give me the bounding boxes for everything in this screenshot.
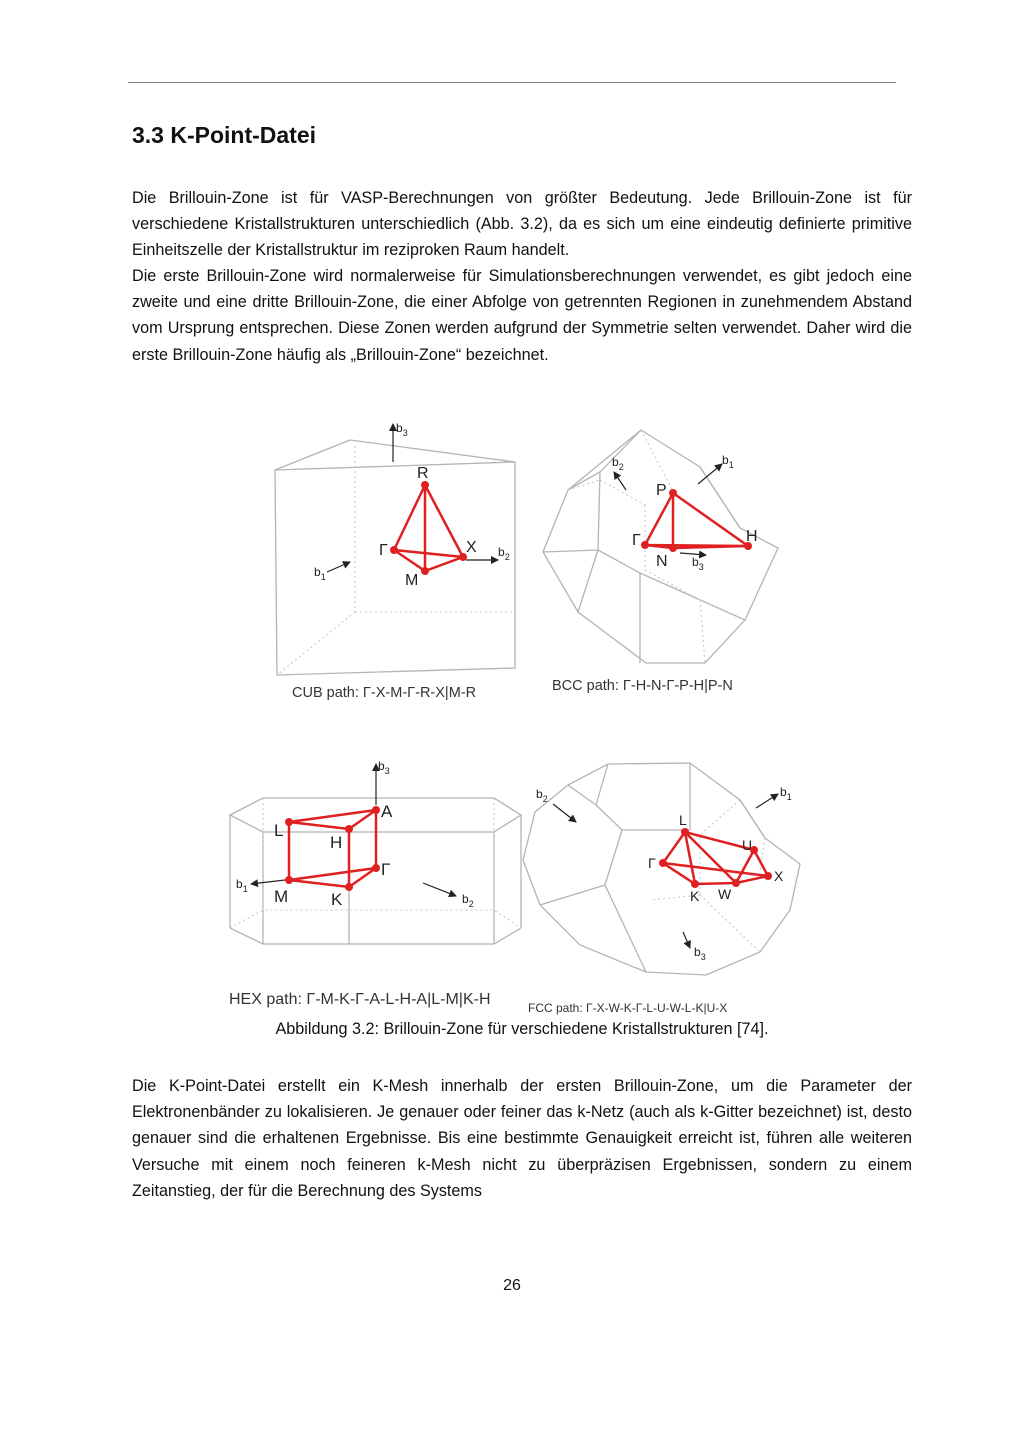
hex-path-label: HEX path: Γ-M-K-Γ-A-L-H-A|L-M|K-H — [229, 991, 491, 1008]
hex-b1-arrow-icon — [251, 880, 285, 884]
fcc-b1-arrow-icon — [756, 794, 778, 808]
fcc-label-u: U — [742, 837, 753, 853]
hex-label-m: M — [274, 887, 289, 906]
bcc-panel — [543, 430, 778, 694]
fcc-label-x: X — [774, 868, 784, 884]
cub-b1-arrow-icon — [327, 562, 350, 572]
cub-panel — [275, 421, 515, 701]
hex-point-gamma — [372, 864, 380, 872]
cub-point-gamma — [390, 546, 398, 554]
cub-b1-label: $b_1$ — [314, 565, 326, 582]
hex-b1-label: $b_1$ — [236, 877, 248, 894]
cub-label-m: M — [405, 572, 419, 589]
fcc-path-label: FCC path: Γ-X-W-K-Γ-L-U-W-L-K|U-X — [528, 1001, 728, 1015]
hex-b3-label: $b_3$ — [378, 759, 390, 776]
figure-caption: Abbildung 3.2: Brillouin-Zone für verschiedene Kristallstrukturen [74]. — [275, 1020, 769, 1038]
bcc-label-h: H — [746, 528, 758, 545]
bcc-b3-label: $b_3$ — [692, 555, 704, 572]
fcc-point-w — [732, 879, 740, 887]
paragraph-2: Die erste Brillouin-Zone wird normalerweise für Simulationsberechnungen verwendet, es gibt jedoch eine zweite und eine dritte Brillouin-Zone, die einer Abfolge von getrennten Regionen in zunehmendem Abstand vom Ursprung entsprechen. Diese Zonen werden aufgrund der Symmetrie selten verwendet. Daher wird die erste Brillouin-Zone häufig als „Brillouin-Zone“ bezeichnet. — [132, 267, 912, 364]
hex-point-a — [372, 806, 380, 814]
section-title: 3.3 K-Point-Datei — [132, 122, 317, 148]
hex-label-gamma: Γ — [381, 860, 391, 879]
bcc-point-gamma — [641, 541, 649, 549]
cub-b3-label: $b_3$ — [396, 421, 408, 438]
fcc-b3-label: $b_3$ — [694, 945, 706, 962]
bcc-label-p: P — [656, 482, 667, 499]
fcc-point-x — [764, 872, 772, 880]
bcc-label-gamma: Γ — [632, 532, 641, 549]
fcc-outline — [523, 763, 800, 975]
bcc-label-n: N — [656, 553, 668, 570]
fcc-point-k — [691, 880, 699, 888]
bcc-point-p — [669, 489, 677, 497]
hex-label-a: A — [381, 802, 393, 821]
cub-label-r: R — [417, 465, 429, 482]
hex-label-k: K — [331, 890, 343, 909]
hex-label-h: H — [330, 833, 343, 852]
fcc-label-k: K — [690, 888, 700, 904]
fcc-label-l: L — [679, 812, 687, 828]
fcc-b2-arrow-icon — [553, 804, 576, 822]
hex-b2-arrow-icon — [423, 883, 456, 896]
fcc-b3-arrow-icon — [683, 932, 690, 948]
bcc-b2-label: $b_2$ — [612, 455, 624, 472]
hex-point-l — [285, 818, 293, 826]
fcc-hidden-edges — [650, 800, 765, 952]
bcc-point-n — [669, 544, 677, 552]
hex-panel — [229, 759, 521, 1008]
fcc-point-l — [681, 828, 689, 836]
bcc-path — [645, 493, 748, 548]
hex-label-l: L — [274, 821, 284, 840]
fcc-path — [663, 832, 768, 884]
bcc-path-label: BCC path: Γ-H-N-Γ-P-H|P-N — [552, 678, 733, 694]
hex-b2-label: $b_2$ — [462, 892, 474, 909]
fcc-label-w: W — [718, 886, 732, 902]
cub-path — [394, 485, 463, 571]
fcc-point-gamma — [659, 859, 667, 867]
hex-point-m — [285, 876, 293, 884]
hex-point-h — [345, 825, 353, 833]
hex-point-k — [345, 883, 353, 891]
paragraph-3: Die K-Point-Datei erstellt ein K-Mesh innerhalb der ersten Brillouin-Zone, um die Parameter der Elektronenbänder zu lokalisieren. Je genauer oder feiner das k-Netz (auch als k-Gitter bezeichnet) ist, desto genauer sind die erhaltenen Ergebnisse. Bis eine bestimmte Genauigkeit erreicht ist, führen alle weiteren Versuche mit einem noch feineren k-Mesh nicht zu überpräzisen Ergebnissen, sondern zu einem Zeitanstieg, der für die Berechnung des Systems — [132, 1077, 912, 1200]
fcc-b1-label: $b_1$ — [780, 785, 792, 802]
cub-b2-label: $b_2$ — [498, 545, 510, 562]
bcc-b1-arrow-icon — [698, 464, 722, 484]
bcc-b2-arrow-icon — [614, 472, 626, 490]
cub-point-r — [421, 481, 429, 489]
cub-point-m — [421, 567, 429, 575]
cub-path-label: CUB path: Γ-X-M-Γ-R-X|M-R — [292, 685, 477, 701]
page-number: 26 — [503, 1277, 521, 1294]
fcc-label-gamma: Γ — [648, 855, 656, 871]
paragraph-1: Die Brillouin-Zone ist für VASP-Berechnungen von größter Bedeutung. Jede Brillouin-Zone ist für verschiedene Kristallstrukturen unterschiedlich (Abb. 3.2), da es sich um eine eindeutig definierte primitive Einheitszelle der Kristallstruktur im reziproken Raum handelt. — [132, 189, 912, 260]
bcc-b1-label: $b_1$ — [722, 453, 734, 470]
cub-label-gamma: Γ — [379, 542, 388, 559]
fcc-panel — [523, 763, 800, 1015]
cub-cube-edges — [275, 440, 515, 675]
fcc-b2-label: $b_2$ — [536, 787, 548, 804]
cub-label-x: X — [466, 539, 477, 556]
